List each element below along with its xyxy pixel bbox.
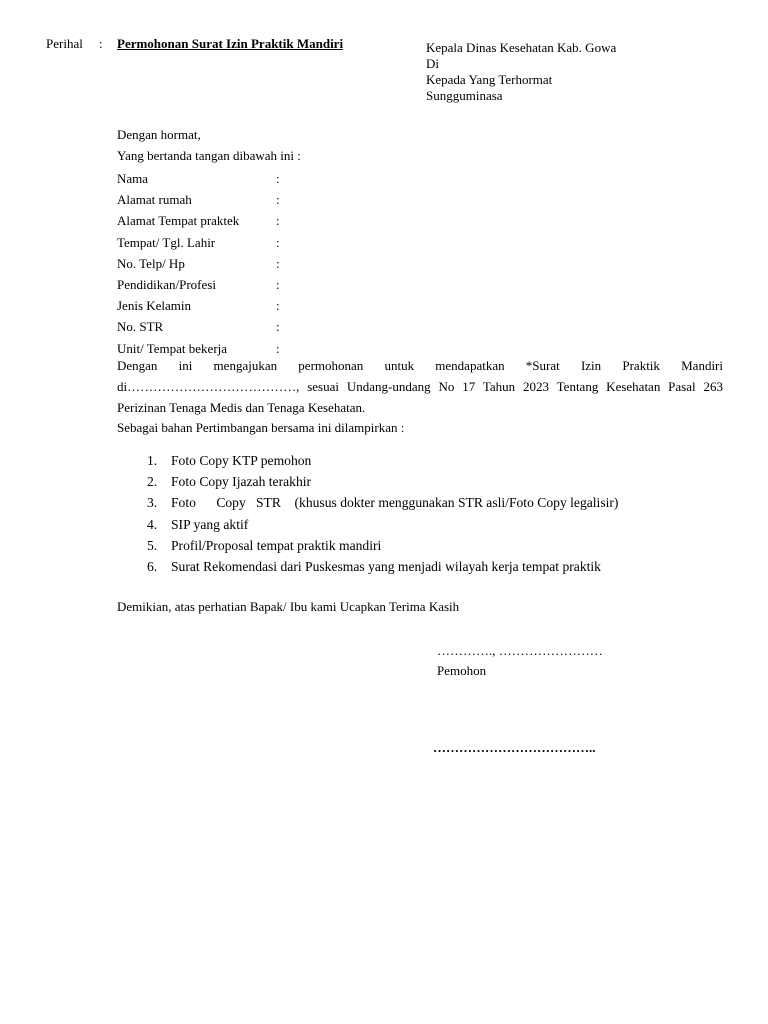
recipient-line: Di (426, 56, 439, 71)
field-row (117, 189, 317, 210)
field-label: Alamat rumah (117, 192, 192, 208)
field-colon: : (276, 276, 280, 292)
field-row (117, 232, 317, 253)
list-number: 5. (147, 537, 158, 553)
list-text: Profil/Proposal tempat praktik mandiri (171, 537, 382, 553)
request-paragraph: Dengan ini mengajukan permohonan untuk mendapatkan *Surat Izin Praktik Mandiri di…………………………………, sesuai Undang-undang No 17 Tahun 2023 Tentang Kesehatan Pasal 263 Perizinan Tenaga Medis dan Tenaga Kesehatan. (117, 358, 723, 416)
field-label: Alamat Tempat praktek (117, 213, 240, 229)
list-number: 1. (147, 453, 158, 468)
field-colon: : (276, 340, 280, 356)
field-row (117, 210, 317, 231)
recipient-line: Sungguminasa (426, 88, 503, 103)
field-row (117, 295, 317, 316)
field-label: Tempat/ Tgl. Lahir (117, 234, 216, 250)
field-row (117, 168, 317, 189)
list-number: 3. (147, 495, 158, 511)
greeting: Dengan hormat, (117, 127, 201, 142)
closing-text: Demikian, atas perhatian Bapak/ Ibu kami Ucapkan Terima Kasih (117, 599, 460, 614)
field-row (117, 253, 317, 274)
list-text: Surat Rekomendasi dari Puskesmas yang menjadi wilayah kerja tempat praktik (171, 558, 601, 574)
list-text: Foto Copy Ijazah terakhir (171, 474, 312, 490)
field-label: Pendidikan/Profesi (117, 276, 216, 292)
field-colon: : (276, 298, 280, 314)
field-label: Unit/ Tempat bekerja (117, 340, 228, 356)
field-label: Nama (117, 171, 149, 186)
list-number: 4. (147, 516, 158, 532)
recipient-line: Kepada Yang Terhormat (426, 72, 553, 87)
list-number: 6. (147, 558, 158, 574)
recipient-block (426, 40, 616, 104)
field-colon: : (276, 192, 280, 208)
field-colon: : (276, 213, 280, 229)
field-row (117, 274, 317, 295)
applicant-role: Pemohon (437, 663, 487, 678)
place-date-line: …………., …………………… (437, 643, 603, 658)
perihal-colon: : (99, 36, 103, 51)
list-number: 2. (147, 474, 158, 490)
list-text: Foto Copy STR (khusus dokter menggunakan STR asli/Foto Copy legalisir) (171, 495, 619, 511)
letter-subject: Permohonan Surat Izin Praktik Mandiri (117, 36, 344, 51)
attachments-intro: Sebagai bahan Pertimbangan bersama ini dilampirkan : (117, 420, 405, 435)
field-colon: : (276, 319, 280, 335)
field-colon: : (276, 234, 280, 250)
field-colon: : (276, 255, 280, 271)
field-label: No. STR (117, 319, 164, 335)
applicant-fields (117, 168, 317, 359)
field-label: No. Telp/ Hp (117, 255, 185, 271)
intro-text: Yang bertanda tangan dibawah ini : (117, 148, 301, 163)
field-label: Jenis Kelamin (117, 298, 192, 314)
field-colon: : (276, 171, 280, 186)
recipient-line: Kepala Dinas Kesehatan Kab. Gowa (426, 40, 617, 55)
signature-line: ……………………………….. (433, 740, 596, 755)
perihal-label: Perihal (46, 36, 83, 51)
field-row (117, 316, 317, 337)
list-text: Foto Copy KTP pemohon (171, 453, 312, 468)
list-text: SIP yang aktif (171, 516, 249, 532)
